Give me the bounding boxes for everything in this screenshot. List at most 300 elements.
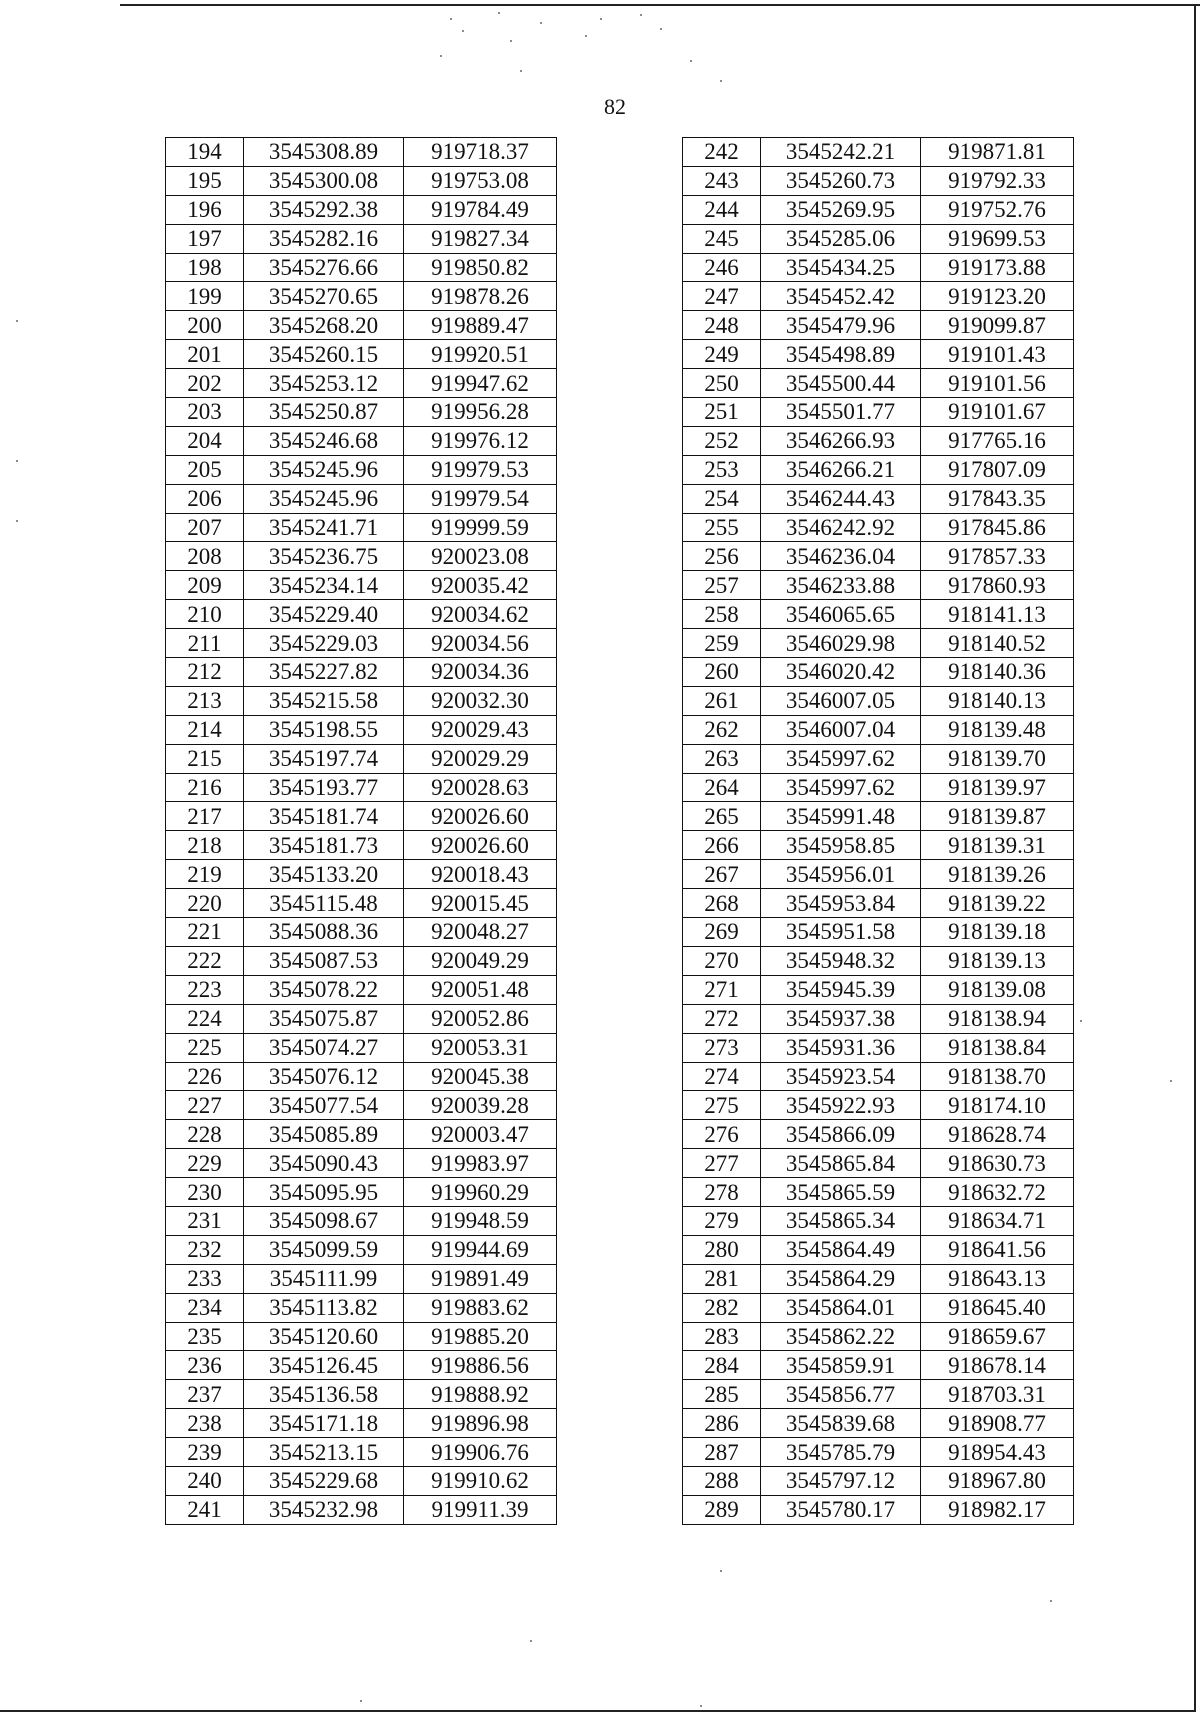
y-coordinate-cell: 918139.87 — [921, 802, 1074, 831]
scan-speck — [360, 1700, 362, 1702]
table-row — [166, 1351, 557, 1380]
x-coordinate-cell: 3546266.21 — [761, 455, 921, 484]
x-coordinate-cell: 3545285.06 — [761, 224, 921, 253]
table-row — [166, 571, 557, 600]
x-coordinate-cell: 3545234.14 — [244, 571, 404, 600]
point-number-cell: 267 — [683, 860, 761, 889]
scan-speck — [540, 22, 542, 24]
point-number-cell: 206 — [166, 484, 244, 513]
point-number-cell: 258 — [683, 600, 761, 629]
x-coordinate-cell: 3545087.53 — [244, 946, 404, 975]
y-coordinate-cell: 918174.10 — [921, 1091, 1074, 1120]
point-number-cell: 202 — [166, 369, 244, 398]
y-coordinate-cell: 918139.48 — [921, 715, 1074, 744]
table-row — [166, 1120, 557, 1149]
point-number-cell: 285 — [683, 1380, 761, 1409]
table-row — [683, 773, 1074, 802]
x-coordinate-cell: 3545181.74 — [244, 802, 404, 831]
table-row — [166, 1322, 557, 1351]
point-number-cell: 225 — [166, 1033, 244, 1062]
table-row — [683, 1409, 1074, 1438]
table-row — [683, 398, 1074, 427]
y-coordinate-cell: 920039.28 — [404, 1091, 557, 1120]
point-number-cell: 216 — [166, 773, 244, 802]
y-coordinate-cell: 919960.29 — [404, 1178, 557, 1207]
table-row — [166, 1380, 557, 1409]
table-row — [683, 195, 1074, 224]
table-row — [166, 195, 557, 224]
y-coordinate-cell: 918139.26 — [921, 860, 1074, 889]
y-coordinate-cell: 919827.34 — [404, 224, 557, 253]
point-number-cell: 277 — [683, 1149, 761, 1178]
point-number-cell: 214 — [166, 715, 244, 744]
point-number-cell: 223 — [166, 975, 244, 1004]
point-number-cell: 252 — [683, 426, 761, 455]
table-row — [683, 889, 1074, 918]
x-coordinate-cell: 3545859.91 — [761, 1351, 921, 1380]
y-coordinate-cell: 919979.54 — [404, 484, 557, 513]
x-coordinate-cell: 3545865.59 — [761, 1178, 921, 1207]
x-coordinate-cell: 3545260.15 — [244, 340, 404, 369]
point-number-cell: 279 — [683, 1206, 761, 1235]
table-row — [166, 1149, 557, 1178]
point-number-cell: 195 — [166, 166, 244, 195]
x-coordinate-cell: 3545945.39 — [761, 975, 921, 1004]
y-coordinate-cell: 917765.16 — [921, 426, 1074, 455]
y-coordinate-cell: 920034.36 — [404, 658, 557, 687]
point-number-cell: 212 — [166, 658, 244, 687]
y-coordinate-cell: 919099.87 — [921, 311, 1074, 340]
table-row — [683, 311, 1074, 340]
y-coordinate-cell: 919911.39 — [404, 1495, 557, 1524]
y-coordinate-cell: 919947.62 — [404, 369, 557, 398]
point-number-cell: 242 — [683, 138, 761, 167]
point-number-cell: 230 — [166, 1178, 244, 1207]
y-coordinate-cell: 917843.35 — [921, 484, 1074, 513]
y-coordinate-cell: 919792.33 — [921, 166, 1074, 195]
y-coordinate-cell: 919123.20 — [921, 282, 1074, 311]
x-coordinate-cell: 3545956.01 — [761, 860, 921, 889]
y-coordinate-cell: 918954.43 — [921, 1438, 1074, 1467]
scan-speck — [585, 35, 587, 37]
y-coordinate-cell: 919878.26 — [404, 282, 557, 311]
y-coordinate-cell: 919173.88 — [921, 253, 1074, 282]
x-coordinate-cell: 3546020.42 — [761, 658, 921, 687]
table-row — [166, 369, 557, 398]
table-row — [166, 311, 557, 340]
point-number-cell: 284 — [683, 1351, 761, 1380]
x-coordinate-cell: 3545434.25 — [761, 253, 921, 282]
point-number-cell: 237 — [166, 1380, 244, 1409]
point-number-cell: 253 — [683, 455, 761, 484]
point-number-cell: 246 — [683, 253, 761, 282]
table-row — [166, 658, 557, 687]
point-number-cell: 213 — [166, 686, 244, 715]
x-coordinate-cell: 3545931.36 — [761, 1033, 921, 1062]
x-coordinate-cell: 3546242.92 — [761, 513, 921, 542]
table-row — [683, 1062, 1074, 1091]
table-row — [683, 918, 1074, 947]
y-coordinate-cell: 917857.33 — [921, 542, 1074, 571]
table-row — [683, 1178, 1074, 1207]
scan-speck — [530, 1640, 532, 1642]
y-coordinate-cell: 920032.30 — [404, 686, 557, 715]
table-row — [166, 1466, 557, 1495]
x-coordinate-cell: 3545923.54 — [761, 1062, 921, 1091]
coordinate-table-left — [165, 137, 557, 1525]
point-number-cell: 198 — [166, 253, 244, 282]
point-number-cell: 240 — [166, 1466, 244, 1495]
table-row — [166, 946, 557, 975]
x-coordinate-cell: 3545997.62 — [761, 744, 921, 773]
table-row — [166, 484, 557, 513]
table-row — [683, 1033, 1074, 1062]
x-coordinate-cell: 3545292.38 — [244, 195, 404, 224]
y-coordinate-cell: 919948.59 — [404, 1206, 557, 1235]
point-number-cell: 222 — [166, 946, 244, 975]
table-row — [683, 744, 1074, 773]
y-coordinate-cell: 917860.93 — [921, 571, 1074, 600]
point-number-cell: 243 — [683, 166, 761, 195]
y-coordinate-cell: 920029.29 — [404, 744, 557, 773]
table-row — [683, 1264, 1074, 1293]
y-coordinate-cell: 919979.53 — [404, 455, 557, 484]
y-coordinate-cell: 918641.56 — [921, 1235, 1074, 1264]
x-coordinate-cell: 3545864.01 — [761, 1293, 921, 1322]
point-number-cell: 205 — [166, 455, 244, 484]
point-number-cell: 197 — [166, 224, 244, 253]
x-coordinate-cell: 3545115.48 — [244, 889, 404, 918]
table-row — [166, 1264, 557, 1293]
point-number-cell: 283 — [683, 1322, 761, 1351]
y-coordinate-cell: 920026.60 — [404, 831, 557, 860]
table-row — [683, 426, 1074, 455]
point-number-cell: 217 — [166, 802, 244, 831]
table-row — [683, 253, 1074, 282]
x-coordinate-cell: 3545085.89 — [244, 1120, 404, 1149]
table-row — [166, 686, 557, 715]
y-coordinate-cell: 920034.56 — [404, 629, 557, 658]
y-coordinate-cell: 918678.14 — [921, 1351, 1074, 1380]
point-number-cell: 221 — [166, 918, 244, 947]
y-coordinate-cell: 918630.73 — [921, 1149, 1074, 1178]
x-coordinate-cell: 3545197.74 — [244, 744, 404, 773]
x-coordinate-cell: 3545856.77 — [761, 1380, 921, 1409]
table-row — [166, 1033, 557, 1062]
point-number-cell: 249 — [683, 340, 761, 369]
table-row — [683, 282, 1074, 311]
table-row — [683, 340, 1074, 369]
x-coordinate-cell: 3545215.58 — [244, 686, 404, 715]
point-number-cell: 210 — [166, 600, 244, 629]
x-coordinate-cell: 3545136.58 — [244, 1380, 404, 1409]
x-coordinate-cell: 3545078.22 — [244, 975, 404, 1004]
y-coordinate-cell: 920023.08 — [404, 542, 557, 571]
point-number-cell: 272 — [683, 1004, 761, 1033]
x-coordinate-cell: 3545953.84 — [761, 889, 921, 918]
x-coordinate-cell: 3545229.03 — [244, 629, 404, 658]
scan-speck — [462, 30, 464, 32]
table-row — [166, 831, 557, 860]
y-coordinate-cell: 920051.48 — [404, 975, 557, 1004]
scan-border-top — [120, 4, 1200, 6]
table-row — [683, 1495, 1074, 1524]
y-coordinate-cell: 918139.70 — [921, 744, 1074, 773]
x-coordinate-cell: 3545308.89 — [244, 138, 404, 167]
y-coordinate-cell: 918139.18 — [921, 918, 1074, 947]
scan-speck — [700, 1705, 702, 1707]
x-coordinate-cell: 3545098.67 — [244, 1206, 404, 1235]
x-coordinate-cell: 3545948.32 — [761, 946, 921, 975]
y-coordinate-cell: 920029.43 — [404, 715, 557, 744]
point-number-cell: 196 — [166, 195, 244, 224]
x-coordinate-cell: 3545498.89 — [761, 340, 921, 369]
table-row — [683, 629, 1074, 658]
table-row — [683, 1235, 1074, 1264]
table-row — [683, 946, 1074, 975]
table-row — [166, 253, 557, 282]
table-row — [683, 686, 1074, 715]
point-number-cell: 257 — [683, 571, 761, 600]
scan-speck — [520, 70, 522, 72]
table-row — [683, 1004, 1074, 1033]
y-coordinate-cell: 920052.86 — [404, 1004, 557, 1033]
table-row — [683, 1438, 1074, 1467]
x-coordinate-cell: 3545245.96 — [244, 484, 404, 513]
table-row — [683, 542, 1074, 571]
point-number-cell: 260 — [683, 658, 761, 687]
x-coordinate-cell: 3545090.43 — [244, 1149, 404, 1178]
point-number-cell: 268 — [683, 889, 761, 918]
x-coordinate-cell: 3545268.20 — [244, 311, 404, 340]
point-number-cell: 194 — [166, 138, 244, 167]
y-coordinate-cell: 919883.62 — [404, 1293, 557, 1322]
y-coordinate-cell: 917845.86 — [921, 513, 1074, 542]
point-number-cell: 248 — [683, 311, 761, 340]
y-coordinate-cell: 919784.49 — [404, 195, 557, 224]
table-row — [683, 1149, 1074, 1178]
point-number-cell: 211 — [166, 629, 244, 658]
point-number-cell: 244 — [683, 195, 761, 224]
scan-speck — [640, 14, 642, 16]
x-coordinate-cell: 3546007.04 — [761, 715, 921, 744]
x-coordinate-cell: 3545864.49 — [761, 1235, 921, 1264]
y-coordinate-cell: 919101.56 — [921, 369, 1074, 398]
table-row — [683, 1322, 1074, 1351]
x-coordinate-cell: 3545076.12 — [244, 1062, 404, 1091]
y-coordinate-cell: 919871.81 — [921, 138, 1074, 167]
y-coordinate-cell: 920026.60 — [404, 802, 557, 831]
x-coordinate-cell: 3545797.12 — [761, 1466, 921, 1495]
point-number-cell: 255 — [683, 513, 761, 542]
x-coordinate-cell: 3545997.62 — [761, 773, 921, 802]
point-number-cell: 218 — [166, 831, 244, 860]
y-coordinate-cell: 919850.82 — [404, 253, 557, 282]
x-coordinate-cell: 3545452.42 — [761, 282, 921, 311]
x-coordinate-cell: 3545077.54 — [244, 1091, 404, 1120]
scan-speck — [720, 1570, 722, 1572]
x-coordinate-cell: 3545865.84 — [761, 1149, 921, 1178]
x-coordinate-cell: 3546244.43 — [761, 484, 921, 513]
table-row — [683, 860, 1074, 889]
page-number: 82 — [604, 94, 626, 119]
x-coordinate-cell: 3545951.58 — [761, 918, 921, 947]
point-number-cell: 203 — [166, 398, 244, 427]
y-coordinate-cell: 918140.52 — [921, 629, 1074, 658]
point-number-cell: 282 — [683, 1293, 761, 1322]
table-row — [683, 455, 1074, 484]
x-coordinate-cell: 3545479.96 — [761, 311, 921, 340]
point-number-cell: 271 — [683, 975, 761, 1004]
point-number-cell: 226 — [166, 1062, 244, 1091]
table-row — [166, 426, 557, 455]
y-coordinate-cell: 919699.53 — [921, 224, 1074, 253]
x-coordinate-cell: 3545111.99 — [244, 1264, 404, 1293]
scan-border-right — [1194, 4, 1196, 1710]
y-coordinate-cell: 920049.29 — [404, 946, 557, 975]
scan-speck — [1080, 1020, 1082, 1022]
point-number-cell: 288 — [683, 1466, 761, 1495]
point-number-cell: 208 — [166, 542, 244, 571]
y-coordinate-cell: 918643.13 — [921, 1264, 1074, 1293]
table-row — [166, 513, 557, 542]
y-coordinate-cell: 918138.84 — [921, 1033, 1074, 1062]
x-coordinate-cell: 3545232.98 — [244, 1495, 404, 1524]
scan-speck — [720, 80, 722, 82]
table-row — [166, 138, 557, 167]
y-coordinate-cell: 920018.43 — [404, 860, 557, 889]
x-coordinate-cell: 3545088.36 — [244, 918, 404, 947]
table-row — [683, 369, 1074, 398]
y-coordinate-cell: 918138.94 — [921, 1004, 1074, 1033]
point-number-cell: 280 — [683, 1235, 761, 1264]
y-coordinate-cell: 918634.71 — [921, 1206, 1074, 1235]
y-coordinate-cell: 920045.38 — [404, 1062, 557, 1091]
table-row — [166, 224, 557, 253]
scan-speck — [498, 12, 500, 14]
y-coordinate-cell: 919888.92 — [404, 1380, 557, 1409]
x-coordinate-cell: 3545500.44 — [761, 369, 921, 398]
point-number-cell: 235 — [166, 1322, 244, 1351]
x-coordinate-cell: 3545958.85 — [761, 831, 921, 860]
table-row — [166, 455, 557, 484]
x-coordinate-cell: 3545501.77 — [761, 398, 921, 427]
point-number-cell: 263 — [683, 744, 761, 773]
point-number-cell: 269 — [683, 918, 761, 947]
x-coordinate-cell: 3545236.75 — [244, 542, 404, 571]
point-number-cell: 220 — [166, 889, 244, 918]
y-coordinate-cell: 918982.17 — [921, 1495, 1074, 1524]
point-number-cell: 270 — [683, 946, 761, 975]
y-coordinate-cell: 918139.31 — [921, 831, 1074, 860]
table-row — [683, 802, 1074, 831]
y-coordinate-cell: 918967.80 — [921, 1466, 1074, 1495]
table-row — [166, 1235, 557, 1264]
table-row — [683, 513, 1074, 542]
point-number-cell: 232 — [166, 1235, 244, 1264]
x-coordinate-cell: 3545300.08 — [244, 166, 404, 195]
point-number-cell: 273 — [683, 1033, 761, 1062]
x-coordinate-cell: 3545126.45 — [244, 1351, 404, 1380]
y-coordinate-cell: 919910.62 — [404, 1466, 557, 1495]
y-coordinate-cell: 918632.72 — [921, 1178, 1074, 1207]
y-coordinate-cell: 919718.37 — [404, 138, 557, 167]
point-number-cell: 236 — [166, 1351, 244, 1380]
table-row — [683, 1293, 1074, 1322]
y-coordinate-cell: 919889.47 — [404, 311, 557, 340]
point-number-cell: 275 — [683, 1091, 761, 1120]
scan-border-bottom — [0, 1710, 1196, 1712]
x-coordinate-cell: 3545198.55 — [244, 715, 404, 744]
table-row — [166, 1409, 557, 1438]
x-coordinate-cell: 3545864.29 — [761, 1264, 921, 1293]
y-coordinate-cell: 918139.13 — [921, 946, 1074, 975]
y-coordinate-cell: 920028.63 — [404, 773, 557, 802]
point-number-cell: 227 — [166, 1091, 244, 1120]
x-coordinate-cell: 3545250.87 — [244, 398, 404, 427]
point-number-cell: 259 — [683, 629, 761, 658]
point-number-cell: 251 — [683, 398, 761, 427]
table-row — [683, 1351, 1074, 1380]
table-row — [166, 975, 557, 1004]
y-coordinate-cell: 917807.09 — [921, 455, 1074, 484]
point-number-cell: 201 — [166, 340, 244, 369]
point-number-cell: 286 — [683, 1409, 761, 1438]
point-number-cell: 278 — [683, 1178, 761, 1207]
table-row — [683, 600, 1074, 629]
table-row — [683, 715, 1074, 744]
table-row — [166, 1495, 557, 1524]
x-coordinate-cell: 3545193.77 — [244, 773, 404, 802]
table-row — [166, 802, 557, 831]
x-coordinate-cell: 3545839.68 — [761, 1409, 921, 1438]
table-row — [166, 600, 557, 629]
x-coordinate-cell: 3545937.38 — [761, 1004, 921, 1033]
table-row — [166, 889, 557, 918]
y-coordinate-cell: 918908.77 — [921, 1409, 1074, 1438]
y-coordinate-cell: 918140.36 — [921, 658, 1074, 687]
x-coordinate-cell: 3545780.17 — [761, 1495, 921, 1524]
coordinate-table-right — [682, 137, 1074, 1525]
y-coordinate-cell: 920015.45 — [404, 889, 557, 918]
table-row — [166, 542, 557, 571]
point-number-cell: 241 — [166, 1495, 244, 1524]
table-row — [166, 715, 557, 744]
scan-speck — [690, 60, 692, 62]
scan-speck — [1050, 1600, 1052, 1602]
table-row — [683, 138, 1074, 167]
point-number-cell: 245 — [683, 224, 761, 253]
point-number-cell: 224 — [166, 1004, 244, 1033]
y-coordinate-cell: 918645.40 — [921, 1293, 1074, 1322]
table-row — [166, 282, 557, 311]
x-coordinate-cell: 3545922.93 — [761, 1091, 921, 1120]
x-coordinate-cell: 3545229.68 — [244, 1466, 404, 1495]
x-coordinate-cell: 3545269.95 — [761, 195, 921, 224]
x-coordinate-cell: 3545181.73 — [244, 831, 404, 860]
x-coordinate-cell: 3545229.40 — [244, 600, 404, 629]
y-coordinate-cell: 920053.31 — [404, 1033, 557, 1062]
point-number-cell: 233 — [166, 1264, 244, 1293]
point-number-cell: 207 — [166, 513, 244, 542]
y-coordinate-cell: 918703.31 — [921, 1380, 1074, 1409]
table-row — [683, 975, 1074, 1004]
x-coordinate-cell: 3545270.65 — [244, 282, 404, 311]
table-row — [166, 1091, 557, 1120]
x-coordinate-cell: 3546233.88 — [761, 571, 921, 600]
table-row — [683, 1091, 1074, 1120]
point-number-cell: 228 — [166, 1120, 244, 1149]
